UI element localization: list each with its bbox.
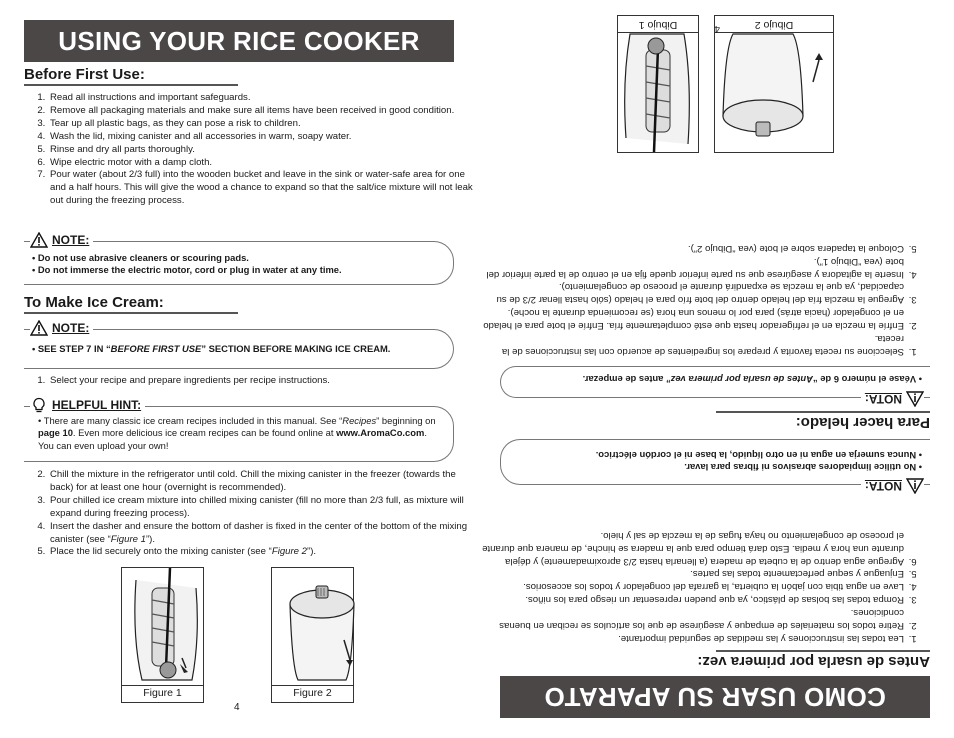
note-box [24,321,454,369]
figure-caption: Dibujo 2 [715,16,833,33]
list-item: 4. Insert the dasher and ensure the bottom of dasher is fixed in the center of the bottom of the mixing canister (see “Figure 1”). [48,521,477,547]
list-item: 3. Tear up all plastic bags, as they can pose a risk to children. [48,118,477,131]
nota-label: NOTA: [864,392,902,406]
hint-text: • There are many classic ice cream recipes included in this manual. See “Recipes” beginning on page 10. Even more delicious ice cream recipes can be found online at www.AromaCo.com. You can even upload your own! [38,415,436,451]
warning-icon [30,232,48,248]
dasher-illustration [122,568,205,688]
heading-rule [24,84,238,86]
list-item: 1. Lea todas las instrucciones y las medidas de seguridad importante. [477,631,906,644]
list-item: 3. Agregue la mezcla fría del helado dentro del bote frío para el helado (sólo hasta llenar 2/3 de su capacidad, ya que la mezcla se expandirá durante el proceso de congelamiento). [477,280,906,306]
dibujo-2 [714,15,834,153]
lid-illustration [713,30,833,152]
list-item: 6. Wipe electric motor with a damp cloth. [48,157,477,170]
page-banner [500,676,930,718]
figure-1 [121,567,204,703]
nota-box [500,366,930,406]
lightbulb-icon [30,397,48,413]
lid-illustration [272,568,355,688]
list-item: 3. Pour chilled ice cream mixture into chilled mixing canister (fill no more than 2/3 full, as mixture will expand during freezing process). [48,495,477,521]
list-item: 4. Wash the lid, mixing canister and all accessories in warm, soapy water. [48,131,477,144]
figure-caption: Figure 1 [122,685,203,702]
list-item: 5. Coloque la tapadera sobre el bote (vea “Dibujo 2”). [477,241,906,254]
list-item: 5. Rinse and dry all parts thoroughly. [48,144,477,157]
warning-icon [906,391,924,407]
nota-box [500,439,930,493]
list-item: 4. Inserte la agitadora y asegúrese que su parte inferior quede fija en el centro de la parte inferior del bote (vea “Dibujo 1”). [477,254,906,280]
figure-2 [271,567,354,703]
page-number: 4 [234,702,240,713]
before-first-use-list [24,92,477,208]
make-ice-cream-heading: To Make Ice Cream: [24,294,164,311]
list-item: 1. Read all instructions and important safeguards. [48,92,477,105]
helado-heading: Para hacer helado: [795,414,930,431]
note-item: • No utilice limpiadores abrasivos ni fibras para lavar. [684,462,922,473]
hint-label: HELPFUL HINT: [52,398,142,412]
list-item: 1. Seleccione su receta favorita y prepare los ingredientes de acuerdo con las instrucciones de la receta. [477,331,906,357]
page-number: 4 [714,23,720,34]
make-ice-cream-list-continued [24,469,477,559]
nota-label: NOTA: [864,479,902,493]
figure-caption: Dibujo 1 [618,16,698,33]
heading-rule [716,411,930,413]
helado-list [477,241,930,357]
list-item: 5. Enjuague y seque perfectamente todas las partes. [477,567,906,580]
list-item: 3. Rompa todas las bolsas de plástico, ya que pueden representar un riesgo para los niños. [477,592,906,605]
antes-heading: Antes de usarla por primera vez: [697,653,930,670]
antes-list [477,528,930,644]
make-ice-cream-list [24,375,477,388]
list-item: 2. Retire todos los materiales de empaque y asegúrese de que los artículos se reciban en buenas condiciones. [477,605,906,631]
banner-title: COMO USAR SU APARATO [544,682,886,713]
heading-rule [24,312,238,314]
note-item: • Do not immerse the electric motor, cord or plug in water at any time. [32,264,342,276]
warning-icon [906,478,924,494]
page-banner [24,20,454,62]
note-item: • Véase el número 6 de “Antes de usarla por primera vez” antes de empezar. [582,374,922,385]
dasher-illustration [616,30,698,152]
note-item: • SEE STEP 7 IN “BEFORE FIRST USE” SECTION BEFORE MAKING ICE CREAM. [32,343,391,354]
list-item: 4. Lave en agua tibia con jabón la cubierta, la garrafa del congelador y todos los accesorios. [477,579,906,592]
before-first-use-heading: Before First Use: [24,66,145,83]
heading-rule [716,650,930,652]
banner-title: USING YOUR RICE COOKER [58,25,420,56]
note-item: • Nunca sumerja en agua ni en otro líquido, la base ni el cordón eléctrico. [595,449,922,461]
note-box [24,233,454,285]
list-item: 7. Pour water (about 2/3 full) into the wooden bucket and leave in the sink or water-safe area for one and a half hours. This will give the wood a chance to expand so that the salt/ice mixture will not leak out during the freezing process. [48,169,477,208]
list-item: 2. Remove all packaging materials and make sure all items have been received in good condition. [48,105,477,118]
list-item: 5. Place the lid securely onto the mixing canister (see “Figure 2”). [48,546,477,559]
note-label: NOTE: [52,233,90,247]
spanish-page [477,0,954,738]
dibujo-1 [617,15,699,153]
hint-box [24,398,454,462]
list-item: 6. Agregue agua dentro de la cubeta de madera (a llenarla hasta 2/3 aproximadamente) y déjela durante una hora y media. Esto dará tiempo para que la madera se hinche, de manera que durante el proceso de congelamiento no haya fugas de la mezcla de sal y hielo. [477,528,906,567]
note-item: • Do not use abrasive cleaners or scouring pads. [32,252,249,263]
figure-caption: Figure 2 [272,685,353,702]
list-item: 1. Select your recipe and prepare ingredients per recipe instructions. [48,375,477,388]
note-label: NOTE: [52,321,90,335]
list-item: 2. Chill the mixture in the refrigerator until cold. Chill the mixing canister in the freezer (towards the back) for at least one hour (overnight is recommended). [48,469,477,495]
list-item: 2. Enfríe la mezcla en el refrigerador hasta que esté completamente fría. Enfríe el bote para el helado en el congelador (hacia atrás) para por lo menos una hora (se recomienda durante la noche). [477,305,906,331]
warning-icon [30,320,48,336]
